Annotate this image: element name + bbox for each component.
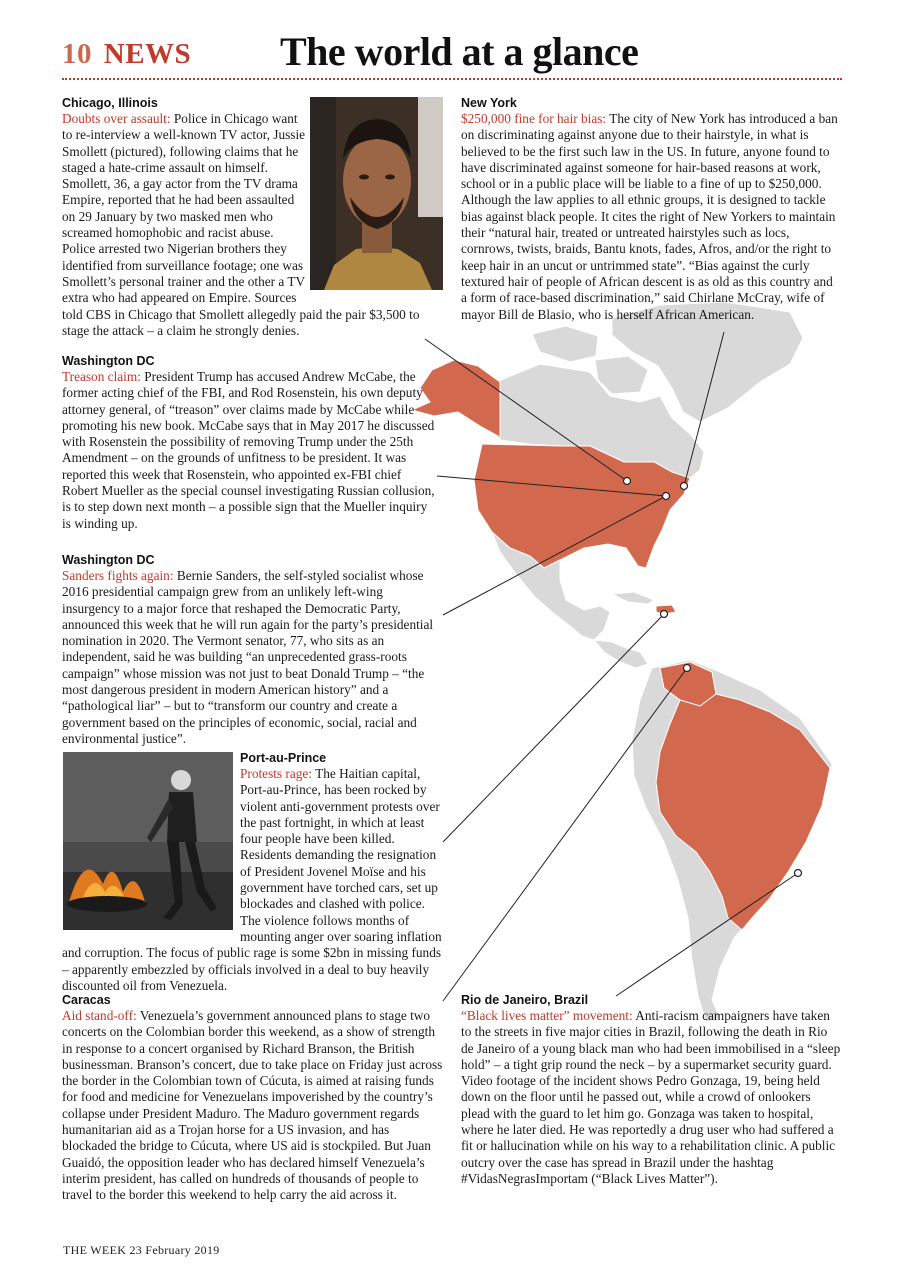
story-location: Rio de Janeiro, Brazil [461,993,589,1007]
story-location: Caracas [62,993,111,1007]
story-port-au-prince [62,751,445,994]
story-location: New York [461,96,517,110]
story-body: Venezuela’s government announced plans to stage two concerts on the Colombian border this weekend, as a show of strength in response to a concert organised by Richard Branson, the British businessman. Branson’s concert, due to take place on Friday just across the border in the Colombian town of Cúcuta, is aimed at raising funds for food and medicine for Venezuelans impoverished by the country’s collapse under President Maduro. The Maduro government regards humanitarian aid as a Trojan horse for a US invasion, and has blockaded the bridge to Cúcuta, where US aid is stockpiled. But Juan Guaidó, the opposition leader who has declared himself Venezuela’s interim president, has called on hundreds of thousands of people to travel to the border this weekend to help carry the aid across it. [62,1008,443,1203]
story-kicker: Protests rage: [240,766,313,781]
story-location: Port-au-Prince [240,751,327,765]
story-body: The Haitian capital, Port-au-Prince, has been rocked by violent anti-government protests over the past fortnight, in which at least four people have been killed. Residents demanding the resignation of President Jovenel Moïse and his government have torched cars, set up blockades and clashed with police. The violence follows months of mounting anger over soaring inflation and corruption. The focus of public rage is some $2bn in missing funds – apparently embezzled by officials involved in a deal to buy heavily discounted oil from Venezuela. [62,766,442,993]
page-header [62,28,842,78]
map-central-america [594,640,648,668]
story-body: President Trump has accused Andrew McCabe, the former acting chief of the FBI, and Rod Rosenstein, his own deputy attorney general, of “treason” over claims made by McCabe while promoting his new book. McCabe says that in May 2017 he discussed with Rosenstein the possibility of removing Trump under the 25th Amendment – on the grounds of unfitness to be president. It was reported this week that Rosenstein, who appointed ex-FBI chief Robert Mueller as the special counsel investigating Russian collusion, is to step down next month – a possible sign that the Mueller inquiry is winding up. [62,369,435,531]
story-location: Chicago, Illinois [62,96,158,110]
map-arctic-islands [532,326,598,362]
story-body: Police in Chicago want to re-interview a well-known TV actor, Jussie Smollett (pictured), following claims that he staged a hate-crime assault on himself. Smollett, 36, a gay actor from the TV drama Empire, reported that he had been assaulted on 29 January by two masked men who screamed homophobic and racist abuse. Police arrested two Nigerian brothers they identified from surveillance footage; one was Smollett’s personal trainer and the other a TV extra who had appeared on Empire. Sources told CBS in Chicago that Smollett allegedly paid the pair $3,500 to stage the attack – a claim he strongly denies. [62,111,420,338]
section-name: NEWS [103,38,192,70]
story-rio-de-janeiro [461,993,841,1187]
marker-rio [795,870,802,877]
story-body: The city of New York has introduced a ban on discriminating against anyone due to their hairstyle, in what is believed to be the first such law in the US. In future, anyone found to have discriminated against someone for hair-based reasons at work, school or in a public place will be liable to a fine of up to $250,000. Although the law applies to all ethnic groups, it is designed to tackle bias against black people. It cites the right of New Yorkers to maintain their “natural hair, treated or untreated hairstyles such as locs, cornrows, twists, braids, Bantu knots, fades, Afros, and/or the right to keep hair in an uncut or untrimmed state”. “Bias against the curly textured hair of people of African descent is as old as this country and a form of race-based discrimination,” said Chirlane McCray, wife of mayor Bill de Blasio, who is herself African American. [461,111,838,322]
marker-port-au-prince [661,611,668,618]
marker-caracas [684,665,691,672]
story-location: Washington DC [62,553,155,567]
page-title: The world at a glance [280,29,639,74]
header-rule [62,78,842,80]
story-kicker: Aid stand-off: [62,1008,137,1023]
story-kicker: “Black lives matter” movement: [461,1008,633,1023]
story-kicker: Sanders fights again: [62,568,174,583]
page-number: 10 [62,38,92,70]
story-kicker: $250,000 fine for hair bias: [461,111,607,126]
americas-map [405,300,905,1030]
story-washington-treason [62,354,437,532]
section-label [62,38,191,71]
story-chicago [62,96,442,339]
marker-chicago [624,478,631,485]
leader-port-au-prince [443,614,664,842]
map-cuba [612,592,654,604]
marker-new-york [681,483,688,490]
story-caracas [62,993,447,1204]
story-kicker: Doubts over assault: [62,111,171,126]
page-footer: THE WEEK 23 February 2019 [63,1243,220,1257]
story-body: Anti-racism campaigners have taken to the streets in five major cities in Brazil, following the death in Rio de Janeiro of a young black man who had been immobilised in a “sleep hold” – a tight grip round the neck – by a supermarket security guard. Video footage of the incident shows Pedro Gonzaga, 19, being held down on the floor until he passed out, while a crowd of onlookers plead with the guard to let him go. Gonzaga was taken to hospital, where he later died. He was reportedly a drug user who had suffered a fit or hallucination while on his way to a rehabilitation clinic. A public outcry over the case has spread in Brazil under the hashtag #VidasNegrasImportam (“Black Lives Matter”). [461,1008,841,1186]
photo-spacer [307,96,442,292]
story-washington-sanders [62,553,442,747]
story-kicker: Treason claim: [62,369,141,384]
leader-caracas [443,668,687,1001]
story-new-york [461,96,839,323]
story-location: Washington DC [62,354,155,368]
story-body: Bernie Sanders, the self-styled socialist whose 2016 presidential campaign grew from an unlikely left-wing insurgency to a major force that reshaped the Democratic Party, announced this week that he will run again for the party’s presidential nomination in 2020. The Vermont senator, 77, who sits as an independent, said he was building “an unprecedented grass-roots campaign” whose mission was not just to beat Donald Trump – “the most dangerous president in modern American history” and a “pathological liar” – but to “transform our country and create a government based on the principles of economic, social, racial and environmental justice”. [62,568,434,746]
photo-spacer [62,751,240,933]
marker-washington [663,493,670,500]
